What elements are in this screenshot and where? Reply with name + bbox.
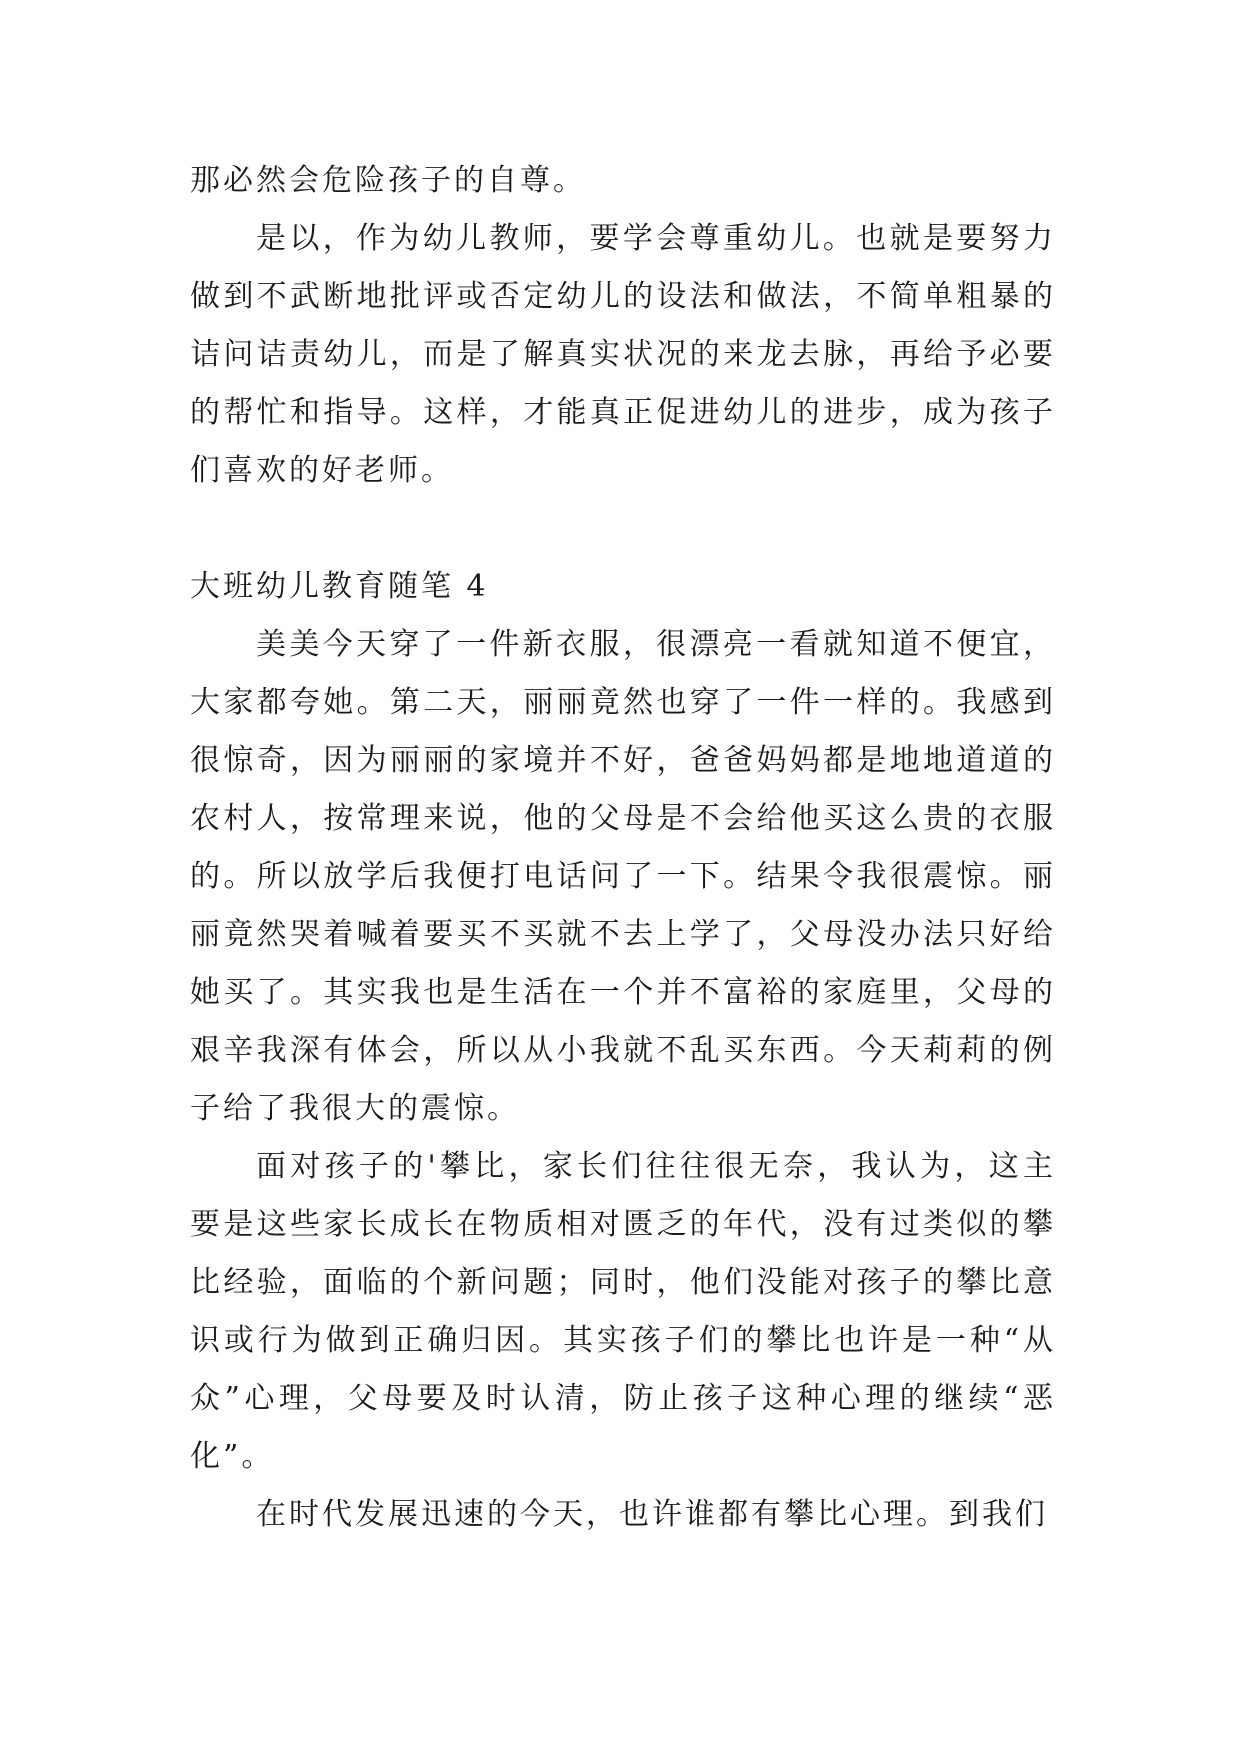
section-heading: 大班幼儿教育随笔 4 — [190, 569, 489, 604]
paragraph-era: 在时代发展迅速的今天，也许谁都有攀比心理。到我们 — [256, 1497, 1048, 1532]
paragraph-comparison: 面对孩子的'攀比，家长们往往很无奈，我认为，这主要是这些家长成长在物质相对匮乏的年代，没有过类似的攀比经验，面临的个新问题；同时，他们没能对孩子的攀比意识或行为做到正确归因。其实孩子们的攀比也许是一种“从众”心理，父母要及时认清，防止孩子这种心理的继续“恶化”。 — [190, 1149, 1056, 1474]
document-body — [190, 152, 1056, 1544]
paragraph-new-clothes: 美美今天穿了一件新衣服，很漂亮一看就知道不便宜，大家都夸她。第二天，丽丽竟然也穿了一件一样的。我感到很惊奇，因为丽丽的家境并不好，爸爸妈妈都是地地道道的农村人，按常理来说，他的父母是不会给他买这么贵的衣服的。所以放学后我便打电话问了一下。结果令我很震惊。丽丽竟然哭着喊着要买不买就不去上学了，父母没办法只好给她买了。其实我也是生活在一个并不富裕的家庭里，父母的艰辛我深有体会，所以从小我就不乱买东西。今天莉莉的例子给了我很大的震惊。 — [190, 627, 1056, 1126]
paragraph-continuation: 那必然会危险孩子的自尊。 — [190, 163, 586, 198]
paragraph-respect-children: 是以，作为幼儿教师，要学会尊重幼儿。也就是要努力做到不武断地批评或否定幼儿的设法和做法，不简单粗暴的诘问诘责幼儿，而是了解真实状况的来龙去脉，再给予必要的帮忙和指导。这样，才能真正促进幼儿的进步，成为孩子们喜欢的好老师。 — [190, 221, 1056, 488]
